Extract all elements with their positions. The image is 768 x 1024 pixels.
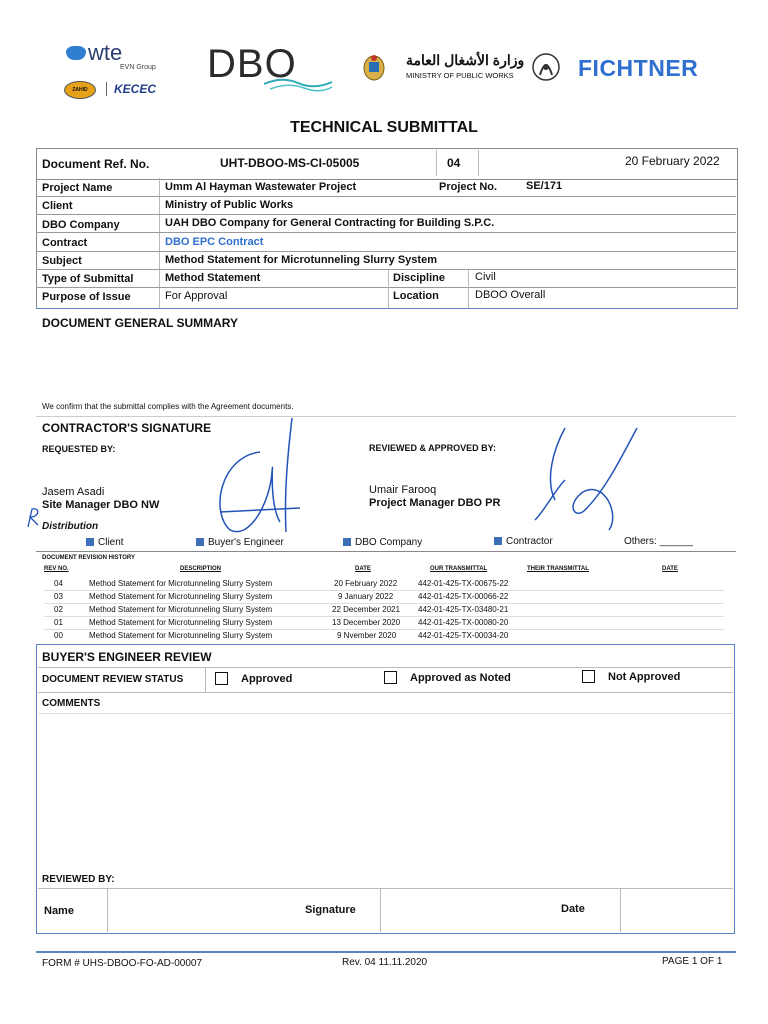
distribution-others: Others: ______ xyxy=(624,536,693,547)
not-approved-checkbox[interactable] xyxy=(582,670,595,683)
summary-heading: DOCUMENT GENERAL SUMMARY xyxy=(42,316,239,330)
contractor-signature-heading: CONTRACTOR'S SIGNATURE xyxy=(42,421,212,435)
table-row: 03 Method Statement for Microtunneling Slurry System 9 January 2022 442-01-425-TX-00066-22 xyxy=(54,592,509,601)
fichtner-logo: FICHTNER xyxy=(578,55,699,81)
zahid-logo: ZAHID xyxy=(64,81,96,99)
ministry-english: MINISTRY OF PUBLIC WORKS xyxy=(406,71,514,80)
date-label: Date xyxy=(561,903,585,915)
row-divider xyxy=(38,888,733,889)
divider xyxy=(205,668,206,692)
row-divider xyxy=(38,667,733,668)
review-status-label: DOCUMENT REVIEW STATUS xyxy=(42,674,184,685)
approved-as-noted-label: Approved as Noted xyxy=(410,672,511,684)
project-no-value: SE/171 xyxy=(526,180,563,192)
distribution-heading: Distribution xyxy=(42,521,99,532)
row-divider xyxy=(36,416,736,417)
document-title: TECHNICAL SUBMITTAL xyxy=(290,119,478,136)
row-divider xyxy=(36,214,736,215)
subject-label: Subject xyxy=(42,255,82,267)
name-label: Name xyxy=(44,905,74,917)
divider xyxy=(159,178,160,308)
buyer-review-heading: BUYER'S ENGINEER REVIEW xyxy=(42,650,212,664)
reviewed-title: Project Manager DBO PR xyxy=(369,497,501,509)
table-row: 00 Method Statement for Microtunneling Slurry System 9 Nvember 2020 442-01-425-TX-00034-20 xyxy=(54,631,509,640)
header-date: 20 February 2022 xyxy=(625,154,720,168)
revision-number: 04 xyxy=(447,156,461,170)
requested-title: Site Manager DBO NW xyxy=(42,499,160,511)
contract-value: DBO EPC Contract xyxy=(165,236,264,248)
row-divider xyxy=(36,287,736,288)
checked-square-icon xyxy=(343,538,351,546)
kecec-logo: KECEC xyxy=(114,82,157,96)
ministry-emblem-icon xyxy=(362,52,386,82)
requested-by-label: REQUESTED BY: xyxy=(42,444,116,454)
dbo-logo: DBO xyxy=(207,42,297,86)
divider xyxy=(468,270,469,308)
initial-mark xyxy=(24,505,42,529)
ministry-arabic: وزارة الأشغال العامة xyxy=(406,52,525,68)
approved-checkbox[interactable] xyxy=(215,672,228,685)
distribution-contractor: Contractor xyxy=(494,536,553,547)
discipline-label: Discipline xyxy=(393,272,445,284)
row-divider xyxy=(44,590,724,591)
checked-square-icon xyxy=(196,538,204,546)
revision-history-heading: DOCUMENT REVISION HISTORY xyxy=(42,555,136,561)
row-divider xyxy=(36,269,736,270)
row-divider xyxy=(44,616,724,617)
project-name-value: Umm Al Hayman Wastewater Project xyxy=(165,181,357,193)
reviewed-by-label: REVIEWED & APPROVED BY: xyxy=(369,443,497,453)
subject-value: Method Statement for Microtunneling Slurry System xyxy=(165,254,437,266)
table-row: 04 Method Statement for Microtunneling Slurry System 20 February 2022 442-01-425-TX-00675-22 xyxy=(54,579,509,588)
footer-rule xyxy=(36,951,736,953)
client-label: Client xyxy=(42,200,73,212)
buyer-review-frame xyxy=(36,644,735,934)
fichtner-emblem-icon xyxy=(531,51,561,83)
reviewed-by-label: REVIEWED BY: xyxy=(42,874,115,885)
row-divider xyxy=(36,232,736,233)
row-divider xyxy=(44,629,724,630)
doc-ref-label: Document Ref. No. xyxy=(42,157,150,171)
requester-signature xyxy=(200,412,310,542)
form-number: FORM # UHS-DBOO-FO-AD-00007 xyxy=(42,958,203,969)
divider xyxy=(380,888,381,932)
type-label: Type of Submittal xyxy=(42,273,134,285)
not-approved-label: Not Approved xyxy=(608,671,681,683)
client-value: Ministry of Public Works xyxy=(165,199,294,211)
comments-label: COMMENTS xyxy=(42,698,101,709)
row-divider xyxy=(38,713,733,714)
wte-logo: wte EVN Group xyxy=(66,40,122,66)
approved-label: Approved xyxy=(241,673,293,685)
reviewer-signature xyxy=(525,420,645,535)
checked-square-icon xyxy=(86,538,94,546)
page-number: PAGE 1 OF 1 xyxy=(662,956,723,967)
form-revision: Rev. 04 11.11.2020 xyxy=(342,957,428,968)
approved-as-noted-checkbox[interactable] xyxy=(384,671,397,684)
signature-label: Signature xyxy=(305,904,356,916)
divider xyxy=(107,888,108,932)
project-no-label: Project No. xyxy=(439,181,498,193)
project-name-label: Project Name xyxy=(42,182,113,194)
purpose-value: For Approval xyxy=(165,290,228,302)
discipline-value: Civil xyxy=(475,271,496,283)
doc-ref-value: UHT-DBOO-MS-CI-05005 xyxy=(220,156,360,170)
revision-header-row: REV NO. DESCRIPTION DATE OUR TRANSMITTAL THEIR TRANSMITTAL DATE xyxy=(44,566,678,572)
purpose-label: Purpose of Issue xyxy=(42,291,131,303)
row-divider xyxy=(44,603,724,604)
requested-name: Jasem Asadi xyxy=(42,486,105,498)
divider xyxy=(388,270,389,308)
contract-label: Contract xyxy=(42,237,88,249)
wte-drop-icon xyxy=(66,46,86,60)
checked-square-icon xyxy=(494,537,502,545)
reviewed-name: Umair Farooq xyxy=(369,484,437,496)
table-row: 02 Method Statement for Microtunneling Slurry System 22 December 2021 442-01-425-TX-03480-21 xyxy=(54,605,509,614)
row-divider xyxy=(36,551,736,552)
row-divider xyxy=(36,196,736,197)
divider xyxy=(478,150,479,176)
dbo-company-value: UAH DBO Company for General Contracting for Building S.P.C. xyxy=(165,217,495,229)
confirm-text: We confirm that the submittal complies with the Agreement documents. xyxy=(42,402,294,411)
distribution-buyers-engineer: Buyer's Engineer xyxy=(196,537,284,548)
distribution-dbo-company: DBO Company xyxy=(343,537,422,548)
distribution-client: Client xyxy=(86,537,124,548)
row-divider xyxy=(36,251,736,252)
type-value: Method Statement xyxy=(165,272,261,284)
dbo-wave-icon xyxy=(262,74,334,92)
divider xyxy=(436,150,437,176)
location-value: DBOO Overall xyxy=(475,289,546,301)
logo-divider xyxy=(106,82,107,96)
divider xyxy=(620,888,621,932)
dbo-company-label: DBO Company xyxy=(42,219,120,231)
row-divider xyxy=(38,692,733,693)
table-row: 01 Method Statement for Microtunneling Slurry System 13 December 2020 442-01-425-TX-00080-20 xyxy=(54,618,509,627)
location-label: Location xyxy=(393,290,439,302)
details-table xyxy=(36,178,738,309)
